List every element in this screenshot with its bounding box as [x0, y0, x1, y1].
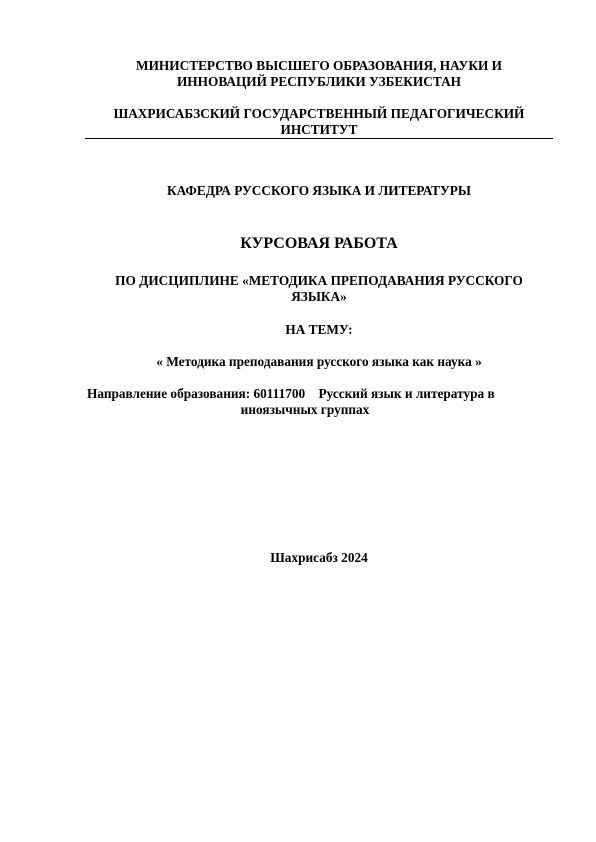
institute-heading-line-1: ШАХРИСАБЗСКИЙ ГОСУДАРСТВЕННЫЙ ПЕДАГОГИЧЕСКИЙ [113, 106, 525, 121]
city-year: Шахрисабз 2024 [270, 550, 368, 565]
ministry-heading-line-2: ИННОВАЦИЙ РЕСПУБЛИКИ УЗБЕКИСТАН [176, 74, 462, 89]
discipline-line-1: ПО ДИСЦИПЛИНЕ «МЕТОДИКА ПРЕПОДАВАНИЯ РУССКОГО [115, 273, 523, 288]
discipline-line-2: ЯЗЫКА» [291, 289, 347, 304]
department-heading: КАФЕДРА РУССКОГО ЯЗЫКА И ЛИТЕРАТУРЫ [167, 183, 471, 198]
ministry-heading-line-1: МИНИСТЕРСТВО ВЫСШЕГО ОБРАЗОВАНИЯ, НАУКИ И [136, 58, 502, 73]
ministry-heading [85, 58, 553, 90]
topic-label: НА ТЕМУ: [285, 322, 353, 337]
institute-heading [85, 106, 553, 138]
direction-line-2: иноязычных группах [240, 402, 370, 417]
direction-line-1: Направление образования: 60111700 Русский язык и литература в [87, 386, 495, 401]
institute-heading-line-2: ИНСТИТУТ [280, 122, 358, 137]
discipline-heading [85, 273, 553, 305]
work-type-title: КУРСОВАЯ РАБОТА [240, 235, 398, 252]
topic-title: « Методика преподавания русского языка как наука » [156, 354, 482, 369]
header-divider [85, 138, 553, 139]
